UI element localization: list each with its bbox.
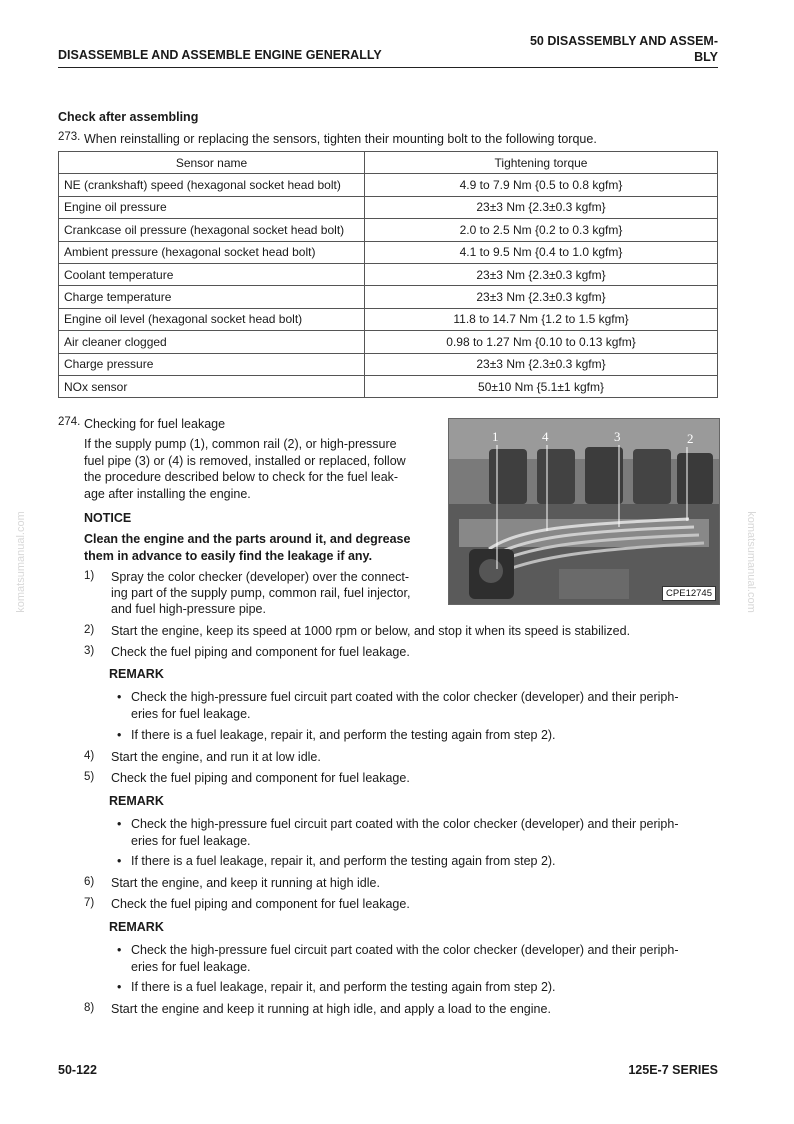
substep-number: 6): [84, 876, 95, 888]
torque-cell: 2.0 to 2.5 Nm {0.2 to 0.3 kgfm}: [365, 219, 718, 241]
sensor-name-cell: Engine oil pressure: [59, 196, 365, 218]
table-row: [59, 196, 718, 218]
sensor-name-cell: Charge pressure: [59, 353, 365, 375]
substep-text: Check the fuel piping and component for fuel leakage.: [111, 645, 410, 659]
step-273-number: 273.: [58, 131, 81, 143]
remark-bullet: [117, 816, 719, 849]
footer-series: 125E-7 SERIES: [628, 1063, 718, 1077]
bullet-dot: •: [117, 817, 122, 831]
bullet-dot: •: [117, 943, 122, 957]
table-row: [59, 331, 718, 353]
torque-cell: 23±3 Nm {2.3±0.3 kgfm}: [365, 286, 718, 308]
engine-fuel-system-figure: [448, 418, 720, 605]
paragraph-line: age after installing the engine.: [84, 486, 251, 501]
remark-bullet: [117, 979, 719, 996]
bullet-text: If there is a fuel leakage, repair it, and perform the testing again from step 2).: [131, 980, 556, 994]
figure-callout-4: 4: [542, 429, 549, 444]
torque-cell: 0.98 to 1.27 Nm {0.10 to 0.13 kgfm}: [365, 331, 718, 353]
table-row: [59, 241, 718, 263]
section-title: Check after assembling: [58, 110, 199, 124]
bullet-line: eries for fuel leakage.: [131, 706, 251, 721]
torque-cell: 4.9 to 7.9 Nm {0.5 to 0.8 kgfm}: [365, 174, 718, 196]
step-274-number: 274.: [58, 416, 81, 428]
bullet-text: [131, 816, 719, 849]
sensor-name-cell: Charge temperature: [59, 286, 365, 308]
remark-title: REMARK: [109, 920, 164, 934]
step-274-text: Checking for fuel leakage: [84, 417, 226, 431]
bullet-dot: •: [117, 854, 122, 868]
torque-cell: 23±3 Nm {2.3±0.3 kgfm}: [365, 196, 718, 218]
figure-callout-3: 3: [614, 429, 621, 444]
bullet-text: If there is a fuel leakage, repair it, and perform the testing again from step 2).: [131, 728, 556, 742]
substep-line: ing part of the supply pump, common rail, fuel injector,: [111, 586, 411, 600]
substep-text: Start the engine, and keep it running at high idle.: [111, 876, 380, 890]
remark-title: REMARK: [109, 667, 164, 681]
substep-number: 8): [84, 1002, 95, 1014]
header-rule: [58, 67, 718, 68]
notice-line: Clean the engine and the parts around it, and degrease: [84, 532, 411, 546]
step-273-text: When reinstalling or replacing the sensors, tighten their mounting bolt to the following torque.: [84, 132, 597, 146]
substep-text: [111, 569, 410, 617]
remark-title: REMARK: [109, 794, 164, 808]
substep-number: 5): [84, 771, 95, 783]
table-header-torque: Tightening torque: [365, 152, 718, 174]
bullet-line: Check the high-pressure fuel circuit part coated with the color checker (developer) and their periph-: [131, 690, 679, 704]
paragraph-line: If the supply pump (1), common rail (2), or high-pressure: [84, 437, 397, 451]
substep-text: Start the engine, and run it at low idle.: [111, 750, 321, 764]
step-274-paragraph: [84, 436, 436, 502]
sensor-name-cell: Ambient pressure (hexagonal socket head bolt): [59, 241, 365, 263]
torque-cell: 4.1 to 9.5 Nm {0.4 to 1.0 kgfm}: [365, 241, 718, 263]
table-header-sensor: Sensor name: [59, 152, 365, 174]
notice-text: [84, 531, 436, 564]
paragraph-line: fuel pipe (3) or (4) is removed, installed or replaced, follow: [84, 453, 406, 468]
substep-text: Check the fuel piping and component for fuel leakage.: [111, 897, 410, 911]
figure-callout-2: 2: [687, 431, 694, 446]
bullet-line: eries for fuel leakage.: [131, 959, 251, 974]
substep-number: 2): [84, 624, 95, 636]
notice-line: them in advance to easily find the leakage if any.: [84, 548, 373, 563]
table-row: [59, 375, 718, 397]
header-chapter: [458, 34, 718, 65]
torque-cell: 11.8 to 14.7 Nm {1.2 to 1.5 kgfm}: [365, 308, 718, 330]
watermark-left: komatsumanual.com: [14, 511, 27, 613]
header-chapter-line1: 50 DISASSEMBLY AND ASSEM-: [529, 34, 718, 48]
substep-line: and fuel high-pressure pipe.: [111, 602, 266, 616]
table-row: [59, 286, 718, 308]
substep-text: Check the fuel piping and component for fuel leakage.: [111, 771, 410, 785]
notice-title: NOTICE: [84, 511, 132, 525]
table-row: [59, 263, 718, 285]
substep-number: 1): [84, 570, 95, 582]
remark-bullet: [117, 727, 719, 744]
substep-number: 7): [84, 897, 95, 909]
substep-text: Start the engine and keep it running at high idle, and apply a load to the engine.: [111, 1002, 551, 1016]
table-row: [59, 174, 718, 196]
sensor-name-cell: Crankcase oil pressure (hexagonal socket head bolt): [59, 219, 365, 241]
sensor-name-cell: Engine oil level (hexagonal socket head bolt): [59, 308, 365, 330]
sensor-name-cell: Coolant temperature: [59, 263, 365, 285]
figure-callout-1: 1: [492, 429, 499, 444]
bullet-dot: •: [117, 690, 122, 704]
figure-code: CPE12745: [662, 586, 716, 601]
substep-number: 3): [84, 645, 95, 657]
table-row: [59, 308, 718, 330]
remark-bullet: [117, 942, 719, 975]
bullet-text: [131, 689, 719, 722]
watermark-right: komatsumanual.com: [744, 511, 757, 613]
substep-line: Spray the color checker (developer) over the connect-: [111, 570, 410, 584]
bullet-dot: •: [117, 980, 122, 994]
bullet-line: Check the high-pressure fuel circuit part coated with the color checker (developer) and their periph-: [131, 817, 679, 831]
bullet-text: [131, 942, 719, 975]
sensor-name-cell: NOx sensor: [59, 375, 365, 397]
torque-table: [58, 151, 718, 398]
bullet-text: If there is a fuel leakage, repair it, and perform the testing again from step 2).: [131, 854, 556, 868]
header-chapter-line2: BLY: [694, 49, 718, 64]
paragraph-line: the procedure described below to check for the fuel leak-: [84, 470, 399, 484]
substep-number: 4): [84, 750, 95, 762]
torque-cell: 50±10 Nm {5.1±1 kgfm}: [365, 375, 718, 397]
substep-text: Start the engine, keep its speed at 1000 rpm or below, and stop it when its speed is stabilized.: [111, 624, 631, 638]
bullet-line: eries for fuel leakage.: [131, 833, 251, 848]
bullet-line: Check the high-pressure fuel circuit part coated with the color checker (developer) and their periph-: [131, 943, 679, 957]
torque-cell: 23±3 Nm {2.3±0.3 kgfm}: [365, 353, 718, 375]
engine-photo-illustration: [449, 419, 719, 604]
header-title: DISASSEMBLE AND ASSEMBLE ENGINE GENERALLY: [58, 48, 382, 62]
bullet-dot: •: [117, 728, 122, 742]
remark-bullet: [117, 689, 719, 722]
sensor-name-cell: Air cleaner clogged: [59, 331, 365, 353]
remark-bullet: [117, 853, 719, 870]
footer-page-number: 50-122: [58, 1063, 97, 1077]
sensor-name-cell: NE (crankshaft) speed (hexagonal socket head bolt): [59, 174, 365, 196]
table-header-row: [59, 152, 718, 174]
table-row: [59, 219, 718, 241]
table-row: [59, 353, 718, 375]
torque-cell: 23±3 Nm {2.3±0.3 kgfm}: [365, 263, 718, 285]
